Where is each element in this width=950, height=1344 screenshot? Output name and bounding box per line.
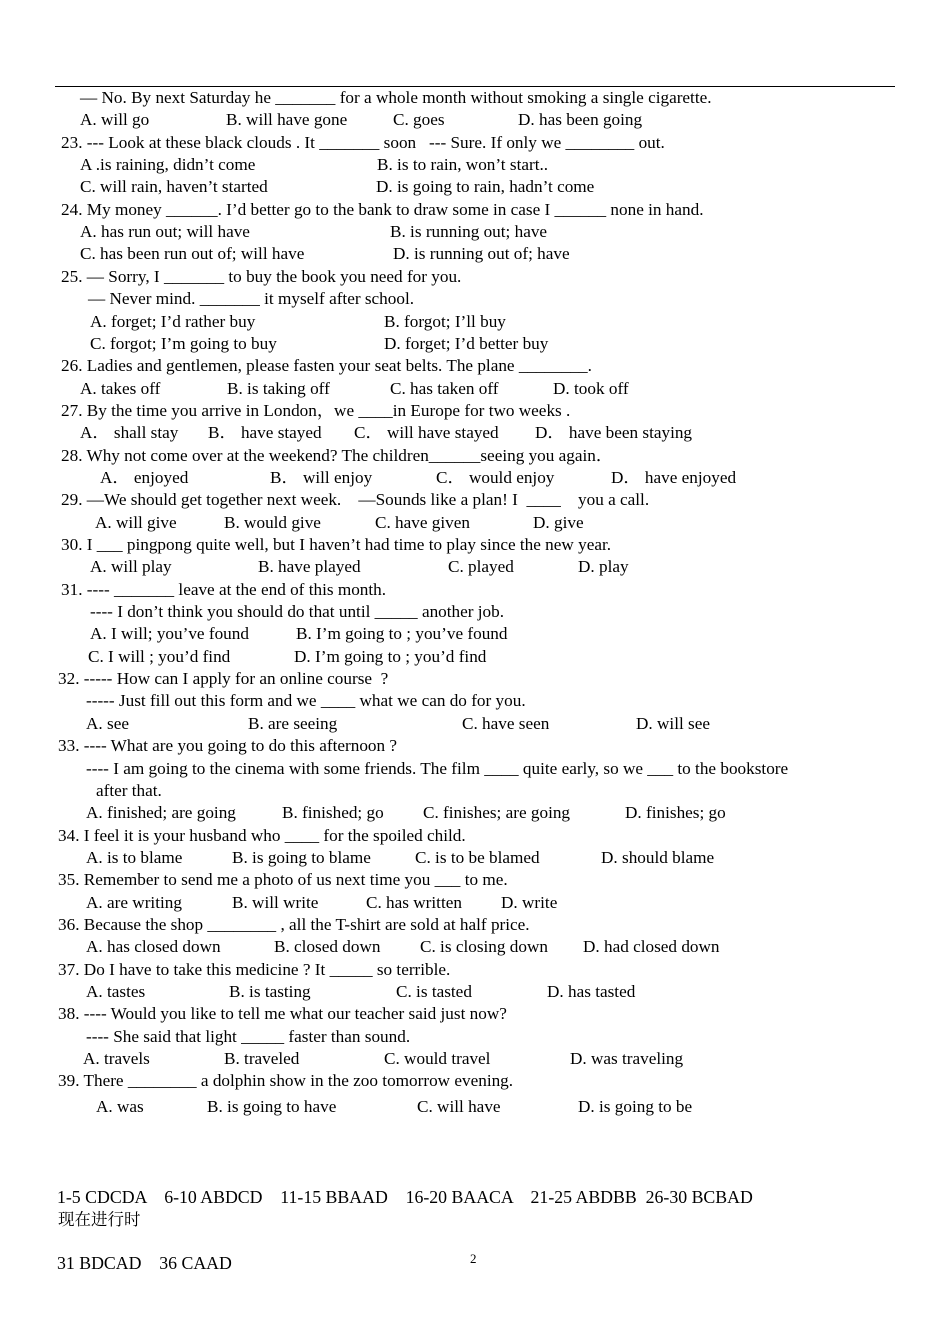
answer-option: A. see — [86, 713, 129, 733]
question-line: 32. ----- How can I apply for an online course ? — [58, 669, 389, 689]
answer-option: C. is to be blamed — [415, 847, 540, 867]
answer-option: D. has tasted — [547, 982, 636, 1001]
question-line: — No. By next Saturday he _______ for a whole month without smoking a single cigarette. — [80, 88, 712, 107]
answer-option: B. will write — [232, 892, 319, 912]
answer-option: D. will see — [636, 713, 710, 733]
answer-option: D. was traveling — [570, 1049, 684, 1069]
answer-option: C. goes — [393, 110, 445, 130]
answer-option: D． have enjoyed — [611, 467, 737, 487]
question-line: 30. I ___ pingpong quite well, but I haven’t had time to play since the new year. — [61, 535, 612, 554]
answer-option: B. I’m going to ; you’ve found — [296, 624, 508, 644]
answer-option: A. will go — [80, 110, 150, 130]
answer-option: B. would give — [224, 512, 321, 532]
answer-option: A. will play — [90, 557, 172, 577]
answer-option: D. play — [578, 557, 629, 577]
question-line: 35. Remember to send me a photo of us next time you ___ to me. — [58, 870, 508, 890]
answer-option: A. are writing — [86, 892, 182, 912]
answer-option: B. is tasting — [229, 982, 311, 1001]
answer-option: D. is running out of; have — [393, 244, 570, 264]
answer-option: D. write — [501, 892, 558, 912]
answer-option: D. took off — [553, 378, 629, 398]
answer-option: C. has taken off — [390, 378, 499, 398]
question-line: 28. Why not come over at the weekend? The children______seeing you again． — [61, 445, 614, 465]
question-line: after that. — [96, 780, 162, 800]
answer-option: A． shall stay — [80, 423, 179, 443]
answer-option: B． have stayed — [208, 423, 322, 443]
answer-option: D. give — [533, 512, 584, 532]
answer-key-line: 31 BDCAD 36 CAAD — [57, 1253, 232, 1273]
question-line: 33. ---- What are you going to do this afternoon ? — [58, 736, 398, 756]
answer-option: D. should blame — [601, 847, 715, 867]
question-line: ---- I am going to the cinema with some friends. The film ____ quite early, so we ___ to the bookstore — [86, 758, 789, 778]
answer-option: B. will have gone — [226, 110, 348, 130]
answer-option: A. finished; are going — [86, 803, 236, 823]
answer-option: B. traveled — [224, 1049, 300, 1069]
answer-option: B. closed down — [274, 937, 381, 957]
question-line: 26. Ladies and gentlemen, please fasten your seat belts. The plane ________. — [61, 356, 592, 376]
answer-option: B. have played — [258, 557, 361, 577]
page-number: 2 — [470, 1251, 477, 1266]
answer-option: A. has closed down — [86, 937, 221, 957]
answer-option: D． have been staying — [535, 423, 693, 443]
answer-option: B. is to rain, won’t start.. — [377, 155, 549, 175]
question-line: 31. ---- _______ leave at the end of this month. — [61, 579, 387, 599]
question-line: ---- I don’t think you should do that until _____ another job. — [90, 602, 505, 622]
answer-option: A. will give — [95, 512, 177, 532]
answer-option: D. I’m going to ; you’d find — [294, 646, 487, 666]
answer-option: D. has been going — [518, 110, 643, 130]
answer-option: A. I will; you’ve found — [90, 624, 249, 644]
question-line: 34. I feel it is your husband who ____ for the spoiled child. — [58, 825, 466, 845]
question-line: 29. —We should get together next week. —Sounds like a plan! I ____ you a call. — [61, 490, 650, 510]
answer-option: C. played — [448, 557, 514, 577]
answer-option: C. has been run out of; will have — [80, 244, 305, 264]
answer-option: C. have seen — [462, 713, 550, 733]
question-line: — Never mind. _______ it myself after school. — [88, 289, 415, 309]
answer-option: C. have given — [375, 512, 470, 532]
answer-option: C. finishes; are going — [423, 803, 571, 823]
question-line: ----- Just fill out this form and we ____ what we can do for you. — [86, 691, 526, 711]
answer-option: A. forget; I’d rather buy — [90, 311, 256, 331]
answer-option: B. are seeing — [248, 713, 338, 733]
answer-option: C. forgot; I’m going to buy — [90, 333, 277, 353]
answer-option: B. is going to have — [207, 1096, 337, 1116]
answer-option: D. had closed down — [583, 937, 720, 957]
answer-option: B. forgot; I’ll buy — [384, 311, 506, 331]
answer-key-line: 1-5 CDCDA 6-10 ABDCD 11-15 BBAAD 16-20 BAACA 21-25 ABDBB 26-30 BCBAD — [57, 1187, 753, 1207]
answer-option: A． enjoyed — [100, 467, 189, 487]
answer-option: D. finishes; go — [625, 803, 726, 823]
answer-option: B. finished; go — [282, 803, 384, 823]
answer-option: C. would travel — [384, 1049, 491, 1069]
answer-option: C. will rain, haven’t started — [80, 177, 268, 197]
answer-option: B. is going to blame — [232, 847, 371, 867]
answer-option: C． will have stayed — [354, 423, 499, 443]
section-heading: 现在进行时 — [58, 1210, 141, 1229]
answer-option: B. is running out; have — [390, 222, 548, 242]
answer-option: D. forget; I’d better buy — [384, 333, 549, 353]
question-line: 25. — Sorry, I _______ to buy the book you need for you. — [61, 266, 462, 286]
answer-option: C． would enjoy — [436, 467, 555, 487]
answer-key — [57, 1142, 753, 1296]
answer-option: A. is to blame — [86, 847, 183, 867]
answer-option: B． will enjoy — [270, 467, 373, 487]
answer-option: C. is tasted — [396, 982, 472, 1001]
question-line: 24. My money ______. I’d better go to the bank to draw some in case I ______ none in hand. — [61, 199, 704, 219]
answer-option: C. has written — [366, 892, 462, 912]
answer-option: A. tastes — [86, 982, 146, 1001]
answer-option: A. takes off — [80, 378, 161, 398]
answer-option: C. I will ; you’d find — [88, 646, 231, 666]
answer-option: B. is taking off — [227, 378, 330, 398]
answer-option: A .is raining, didn’t come — [80, 155, 256, 175]
answer-option: A. travels — [83, 1049, 150, 1069]
answer-option: C. will have — [417, 1096, 501, 1116]
answer-option: C. is closing down — [420, 937, 548, 957]
question-line: 38. ---- Would you like to tell me what our teacher said just now? — [58, 1004, 507, 1024]
question-line: 39. There ________ a dolphin show in the zoo tomorrow evening. — [58, 1071, 514, 1091]
answer-option: A. was — [96, 1096, 144, 1116]
question-line: 23. --- Look at these black clouds . It _______ soon --- Sure. If only we ________ out. — [61, 132, 665, 152]
question-line: 36. Because the shop ________ , all the T-shirt are sold at half price. — [58, 914, 530, 934]
question-line: ---- She said that light _____ faster than sound. — [86, 1026, 411, 1046]
answer-option: D. is going to rain, hadn’t come — [376, 177, 595, 197]
answer-option: D. is going to be — [578, 1096, 693, 1116]
question-line: 37. Do I have to take this medicine ? It _____ so terrible. — [58, 959, 451, 979]
question-line: 27. By the time you arrive in London，we ____in Europe for two weeks . — [61, 400, 571, 420]
answer-option: A. has run out; will have — [80, 222, 250, 242]
